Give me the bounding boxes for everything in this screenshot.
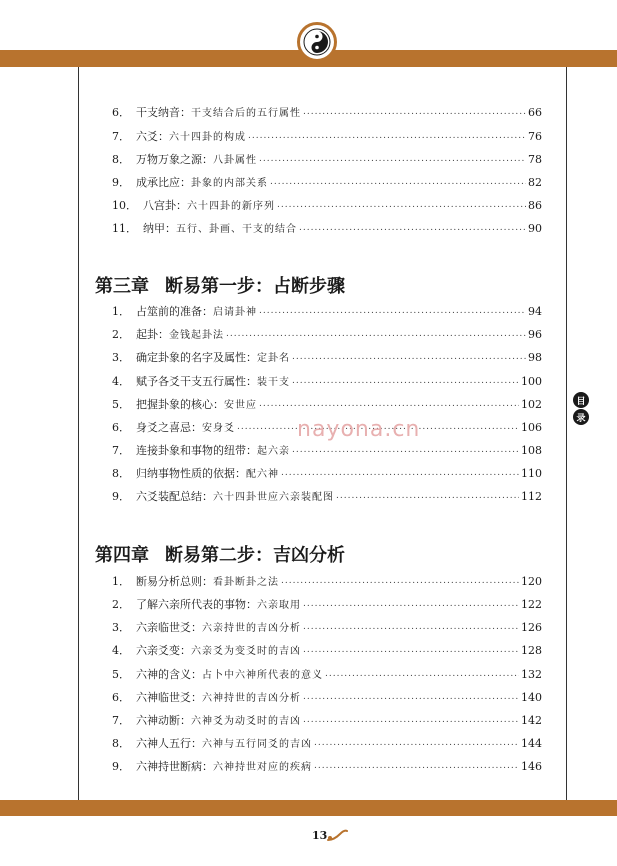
entry-title: 身爻之喜忌： <box>136 421 202 434</box>
entry-title: 赋予各爻干支五行属性： <box>136 375 257 388</box>
entry-title: 了解六亲所代表的事物： <box>136 598 257 611</box>
chapter-title: 断易第一步：占断步骤 <box>165 276 345 297</box>
leader-dots <box>292 376 519 386</box>
leader-dots <box>292 445 519 455</box>
toc-entry[interactable] <box>112 442 542 460</box>
leader-dots <box>281 468 519 478</box>
leader-dots <box>259 154 526 164</box>
entry-title: 断易分析总则： <box>136 575 213 588</box>
entry-subtitle: 安世应 <box>224 400 257 411</box>
entry-page: 126 <box>521 621 542 634</box>
entry-number: 9． <box>112 760 130 773</box>
entry-subtitle: 六亲爻为变爻时的吉凶 <box>191 646 301 657</box>
entry-page: 98 <box>528 351 542 364</box>
toc-entry[interactable] <box>112 128 542 146</box>
side-tab-lu[interactable]: 录 <box>573 409 589 425</box>
entry-subtitle: 六十四卦的新序列 <box>187 201 275 212</box>
entry-subtitle: 六神与五行同爻的吉凶 <box>202 739 312 750</box>
entry-subtitle: 占卜中六神所代表的意义 <box>202 670 323 681</box>
entry-number: 9． <box>112 490 130 503</box>
entry-page: 96 <box>528 328 542 341</box>
entry-subtitle: 六神爻为动爻时的吉凶 <box>191 716 301 727</box>
entry-page: 128 <box>521 644 542 657</box>
entry-title: 六爻装配总结： <box>136 490 213 503</box>
entry-page: 140 <box>521 691 542 704</box>
entry-subtitle: 六十四卦世应六亲装配图 <box>213 492 334 503</box>
toc-entry[interactable] <box>112 596 542 614</box>
entry-title: 成承比应： <box>136 176 191 189</box>
entry-page: 144 <box>521 737 542 750</box>
toc-entry[interactable] <box>112 735 542 753</box>
entry-page: 106 <box>521 421 542 434</box>
entry-number: 9． <box>112 176 130 189</box>
entry-page: 112 <box>521 490 542 503</box>
entry-title: 万物万象之源： <box>136 153 213 166</box>
entry-number: 6． <box>112 691 130 704</box>
decorative-swirl-icon <box>326 828 348 842</box>
entry-title: 六神的含义： <box>136 668 202 681</box>
leader-dots <box>226 329 526 339</box>
leader-dots <box>299 223 526 233</box>
entry-page: 132 <box>521 668 542 681</box>
entry-subtitle: 配六神 <box>246 469 279 480</box>
toc-entry[interactable] <box>112 151 542 169</box>
entry-page: 86 <box>528 199 542 212</box>
toc-entry[interactable] <box>112 220 542 238</box>
entry-number: 8． <box>112 153 130 166</box>
entry-title: 六爻： <box>136 130 169 143</box>
leader-dots <box>325 669 519 679</box>
leader-dots <box>314 761 519 771</box>
entry-subtitle: 启请卦神 <box>213 307 257 318</box>
entry-page: 76 <box>528 130 542 143</box>
entry-page: 78 <box>528 153 542 166</box>
entry-page: 94 <box>528 305 542 318</box>
entry-page: 100 <box>521 375 542 388</box>
entry-page: 110 <box>521 467 542 480</box>
entry-number: 8． <box>112 737 130 750</box>
side-tab-mu[interactable]: 目 <box>573 392 589 408</box>
entry-subtitle: 起六亲 <box>257 446 290 457</box>
entry-subtitle: 干支结合后的五行属性 <box>191 108 301 119</box>
entry-title: 纳甲： <box>143 222 176 235</box>
entry-subtitle: 定卦名 <box>257 353 290 364</box>
entry-subtitle: 装干支 <box>257 377 290 388</box>
entry-number: 1． <box>112 575 130 588</box>
entry-page: 120 <box>521 575 542 588</box>
leader-dots <box>336 491 519 501</box>
entry-title: 六神人五行： <box>136 737 202 750</box>
entry-subtitle: 八卦属性 <box>213 155 257 166</box>
right-border-line <box>566 67 567 800</box>
leader-dots <box>303 107 526 117</box>
leader-dots <box>259 306 526 316</box>
entry-page: 102 <box>521 398 542 411</box>
entry-number: 4． <box>112 375 130 388</box>
entry-number: 5． <box>112 668 130 681</box>
leader-dots <box>303 692 519 702</box>
leader-dots <box>270 177 526 187</box>
entry-title: 八宫卦： <box>143 199 187 212</box>
toc-entry[interactable] <box>112 689 542 707</box>
entry-number: 1． <box>112 305 130 318</box>
chapter-heading[interactable] <box>95 541 345 567</box>
toc-entry[interactable] <box>112 758 542 776</box>
toc-entry[interactable] <box>112 104 542 122</box>
entry-number: 3． <box>112 621 130 634</box>
entry-page: 82 <box>528 176 542 189</box>
entry-number: 4． <box>112 644 130 657</box>
entry-number: 2． <box>112 328 130 341</box>
entry-subtitle: 五行、卦画、干支的结合 <box>176 224 297 235</box>
watermark: nayona.cn <box>297 417 421 442</box>
entry-title: 把握卦象的核心： <box>136 398 224 411</box>
entry-subtitle: 六十四卦的构成 <box>169 132 246 143</box>
entry-title: 占筮前的准备： <box>136 305 213 318</box>
entry-title: 六亲爻变： <box>136 644 191 657</box>
toc-entry[interactable] <box>112 174 542 192</box>
footer-band <box>0 800 617 816</box>
leader-dots <box>248 131 526 141</box>
entry-number: 6． <box>112 106 130 119</box>
toc-entry[interactable] <box>112 303 542 321</box>
toc-entry[interactable] <box>112 666 542 684</box>
yin-yang-bagua-icon <box>297 22 337 62</box>
leader-dots <box>303 622 519 632</box>
entry-title: 六亲临世爻： <box>136 621 202 634</box>
entry-title: 确定卦象的名字及属性： <box>136 351 257 364</box>
entry-subtitle: 金钱起卦法 <box>169 330 224 341</box>
left-border-line <box>78 67 79 800</box>
leader-dots <box>277 200 526 210</box>
toc-entry[interactable] <box>112 573 542 591</box>
leader-dots <box>303 715 519 725</box>
entry-number: 2． <box>112 598 130 611</box>
entry-title: 起卦： <box>136 328 169 341</box>
entry-page: 108 <box>521 444 542 457</box>
leader-dots <box>292 352 526 362</box>
entry-page: 122 <box>521 598 542 611</box>
entry-number: 8． <box>112 467 130 480</box>
toc-entry[interactable] <box>112 326 542 344</box>
entry-number: 7． <box>112 444 130 457</box>
entry-subtitle: 六亲持世的吉凶分析 <box>202 623 301 634</box>
entry-number: 11． <box>112 222 137 235</box>
chapter-label: 第四章 <box>95 545 149 566</box>
toc-entry[interactable] <box>112 396 542 414</box>
toc-entry[interactable] <box>112 488 542 506</box>
leader-dots <box>314 738 519 748</box>
leader-dots <box>303 645 519 655</box>
toc-entry[interactable] <box>112 465 542 483</box>
toc-entry[interactable] <box>112 197 542 215</box>
entry-number: 7． <box>112 130 130 143</box>
entry-subtitle: 六神持世的吉凶分析 <box>202 693 301 704</box>
toc-entry[interactable] <box>112 712 542 730</box>
chapter-label: 第三章 <box>95 276 149 297</box>
entry-subtitle: 六亲取用 <box>257 600 301 611</box>
entry-page: 90 <box>528 222 542 235</box>
entry-subtitle: 卦象的内部关系 <box>191 178 268 189</box>
toc-entry[interactable] <box>112 619 542 637</box>
entry-subtitle: 看卦断卦之法 <box>213 577 279 588</box>
chapter-heading[interactable] <box>95 272 345 298</box>
entry-title: 六神动断： <box>136 714 191 727</box>
toc-entry[interactable] <box>112 642 542 660</box>
entry-subtitle: 六神持世对应的疾病 <box>213 762 312 773</box>
entry-subtitle: 安身爻 <box>202 423 235 434</box>
entry-title: 干支纳音： <box>136 106 191 119</box>
leader-dots <box>281 576 519 586</box>
entry-number: 5． <box>112 398 130 411</box>
entry-page: 146 <box>521 760 542 773</box>
entry-title: 归纳事物性质的依据： <box>136 467 246 480</box>
entry-title: 六神持世断病： <box>136 760 213 773</box>
entry-title: 连接卦象和事物的纽带： <box>136 444 257 457</box>
entry-number: 3． <box>112 351 130 364</box>
toc-entry[interactable] <box>112 349 542 367</box>
entry-title: 六神临世爻： <box>136 691 202 704</box>
chapter-title: 断易第二步：吉凶分析 <box>165 545 345 566</box>
entry-page: 66 <box>528 106 542 119</box>
entry-number: 10． <box>112 199 137 212</box>
leader-dots <box>303 599 519 609</box>
entry-page: 142 <box>521 714 542 727</box>
toc-entry[interactable] <box>112 373 542 391</box>
page-number: 13 <box>312 829 328 842</box>
entry-number: 6． <box>112 421 130 434</box>
leader-dots <box>259 399 519 409</box>
entry-number: 7． <box>112 714 130 727</box>
